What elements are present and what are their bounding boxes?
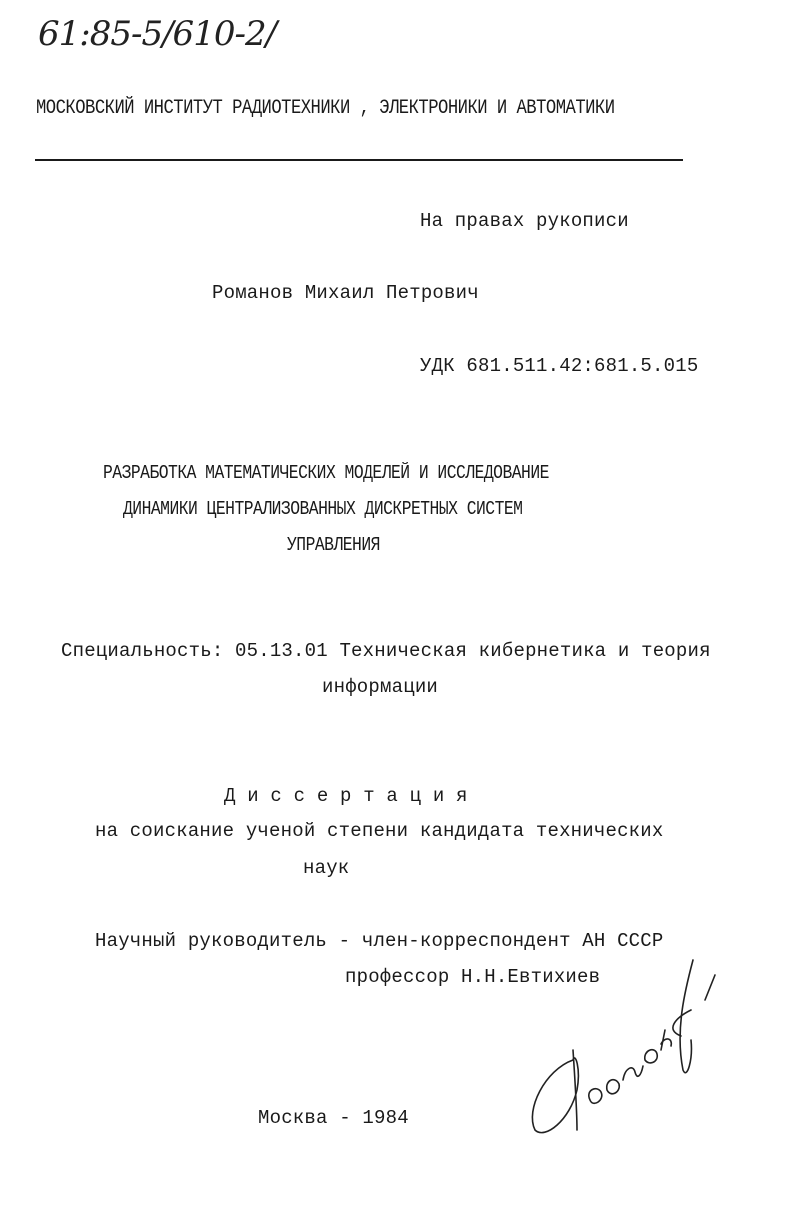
header-divider bbox=[35, 159, 683, 161]
institute-name: МОСКОВСКИЙ ИНСТИТУТ РАДИОТЕХНИКИ , ЭЛЕКТРОНИКИ И АВТОМАТИКИ bbox=[36, 97, 615, 120]
author-name: Романов Михаил Петрович bbox=[212, 282, 479, 304]
dissertation-heading: Д и с с е р т а ц и я bbox=[224, 785, 468, 807]
supervisor-line-2: профессор Н.Н.Евтихиев bbox=[345, 966, 601, 988]
specialty-line-2: информации bbox=[322, 676, 439, 698]
specialty-line-1: Специальность: 05.13.01 Техническая кибернетика и теория bbox=[61, 640, 711, 662]
title-line-2: ДИНАМИКИ ЦЕНТРАЛИЗОВАННЫХ ДИСКРЕТНЫХ СИСТЕМ bbox=[123, 498, 523, 520]
author-signature bbox=[515, 940, 735, 1140]
supervisor-line-1: Научный руководитель - член-корреспондент АН СССР bbox=[95, 930, 664, 952]
dissertation-line-2: наук bbox=[303, 857, 350, 879]
title-line-3: УПРАВЛЕНИЯ bbox=[287, 534, 380, 556]
dissertation-line-1: на соискание ученой степени кандидата технических bbox=[95, 820, 664, 842]
manuscript-note: На правах рукописи bbox=[420, 210, 629, 232]
place-year: Москва - 1984 bbox=[258, 1107, 409, 1129]
title-line-1: РАЗРАБОТКА МАТЕМАТИЧЕСКИХ МОДЕЛЕЙ И ИССЛЕДОВАНИЕ bbox=[103, 462, 549, 484]
udk-code: УДК 681.511.42:681.5.015 bbox=[420, 355, 699, 377]
handwritten-reference: 61:85-5/610-2/ bbox=[38, 14, 277, 54]
